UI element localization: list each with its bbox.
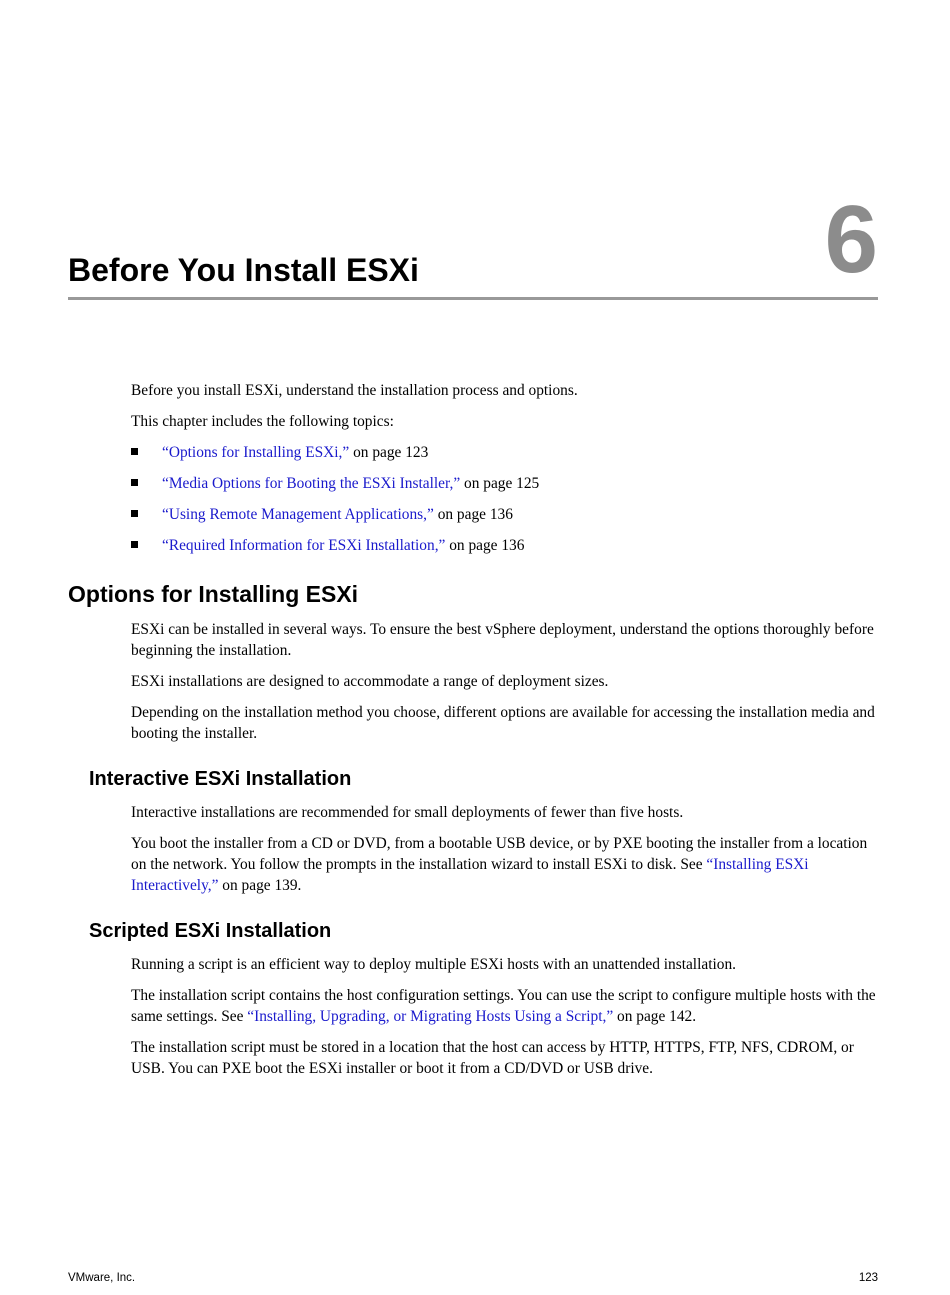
topic-link-remote-management[interactable]: “Using Remote Management Applications,” [162, 506, 434, 523]
bullet-icon [131, 448, 138, 455]
list-item [131, 504, 876, 535]
topic-link-options[interactable]: “Options for Installing ESXi,” [162, 444, 350, 461]
scripted-section-body [131, 954, 876, 1089]
interactive-section-body [131, 802, 876, 906]
options-section-body [131, 619, 876, 754]
chapter-number: 6 [824, 186, 878, 293]
topic-list [131, 442, 876, 566]
scripted-paragraph-3: The installation script must be stored in a location that the host can access by HTTP, HTTPS, FTP, NFS, CDROM, or USB. You can PXE boot the ESXi installer or boot it from a CD/DVD or USB drive. [131, 1039, 854, 1077]
topic-page-ref: on page 136 [433, 506, 513, 523]
chapter-title: Before You Install ESXi [68, 252, 419, 288]
link-installing-using-script[interactable]: “Installing, Upgrading, or Migrating Hosts Using a Script,” [247, 1008, 614, 1025]
options-paragraph-3: Depending on the installation method you choose, different options are available for accessing the installation media and booting the installer. [131, 704, 875, 742]
topic-link-media-options[interactable]: “Media Options for Booting the ESXi Installer,” [162, 475, 461, 492]
topic-link-required-info[interactable]: “Required Information for ESXi Installation,” [162, 537, 446, 554]
topic-page-ref: on page 125 [460, 475, 540, 492]
link-installing-interactively[interactable]: “Installing ESXi Interactively,” [131, 856, 809, 894]
topic-page-ref: on page 123 [349, 444, 429, 461]
options-paragraph-2: ESXi installations are designed to accommodate a range of deployment sizes. [131, 673, 609, 690]
footer-company: VMware, Inc. [68, 1272, 136, 1284]
scripted-paragraph-1: Running a script is an efficient way to deploy multiple ESXi hosts with an unattended installation. [131, 956, 736, 973]
options-paragraph-1: ESXi can be installed in several ways. To ensure the best vSphere deployment, understand the options thoroughly before beginning the installation. [131, 621, 874, 659]
topics-intro: This chapter includes the following topics: [131, 413, 394, 430]
footer-page-number: 123 [858, 1272, 878, 1284]
section-heading-scripted: Scripted ESXi Installation [89, 920, 332, 942]
section-heading-options: Options for Installing ESXi [68, 581, 359, 607]
interactive-paragraph-1: Interactive installations are recommended for small deployments of fewer than five hosts. [131, 804, 684, 821]
section-heading-interactive: Interactive ESXi Installation [89, 768, 352, 790]
topic-page-ref: on page 136 [445, 537, 525, 554]
interactive-paragraph-2: You boot the installer from a CD or DVD, from a bootable USB device, or by PXE booting the installer from a location on the network. You follow the prompts in the installation wizard to install ESXi to disk. See “Installing ESXi Interactively,” on page 139. [131, 835, 868, 894]
bullet-icon [131, 541, 138, 548]
list-item [131, 535, 876, 566]
title-divider [68, 297, 878, 300]
bullet-icon [131, 510, 138, 517]
list-item [131, 442, 876, 473]
scripted-paragraph-2: The installation script contains the host configuration settings. You can use the script to configure multiple hosts with the same settings. See “Installing, Upgrading, or Migrating Hosts Using a Script,” on page 142. [131, 987, 876, 1025]
intro-paragraph: Before you install ESXi, understand the installation process and options. [131, 382, 578, 399]
intro-block [131, 380, 876, 442]
bullet-icon [131, 479, 138, 486]
list-item [131, 473, 876, 504]
